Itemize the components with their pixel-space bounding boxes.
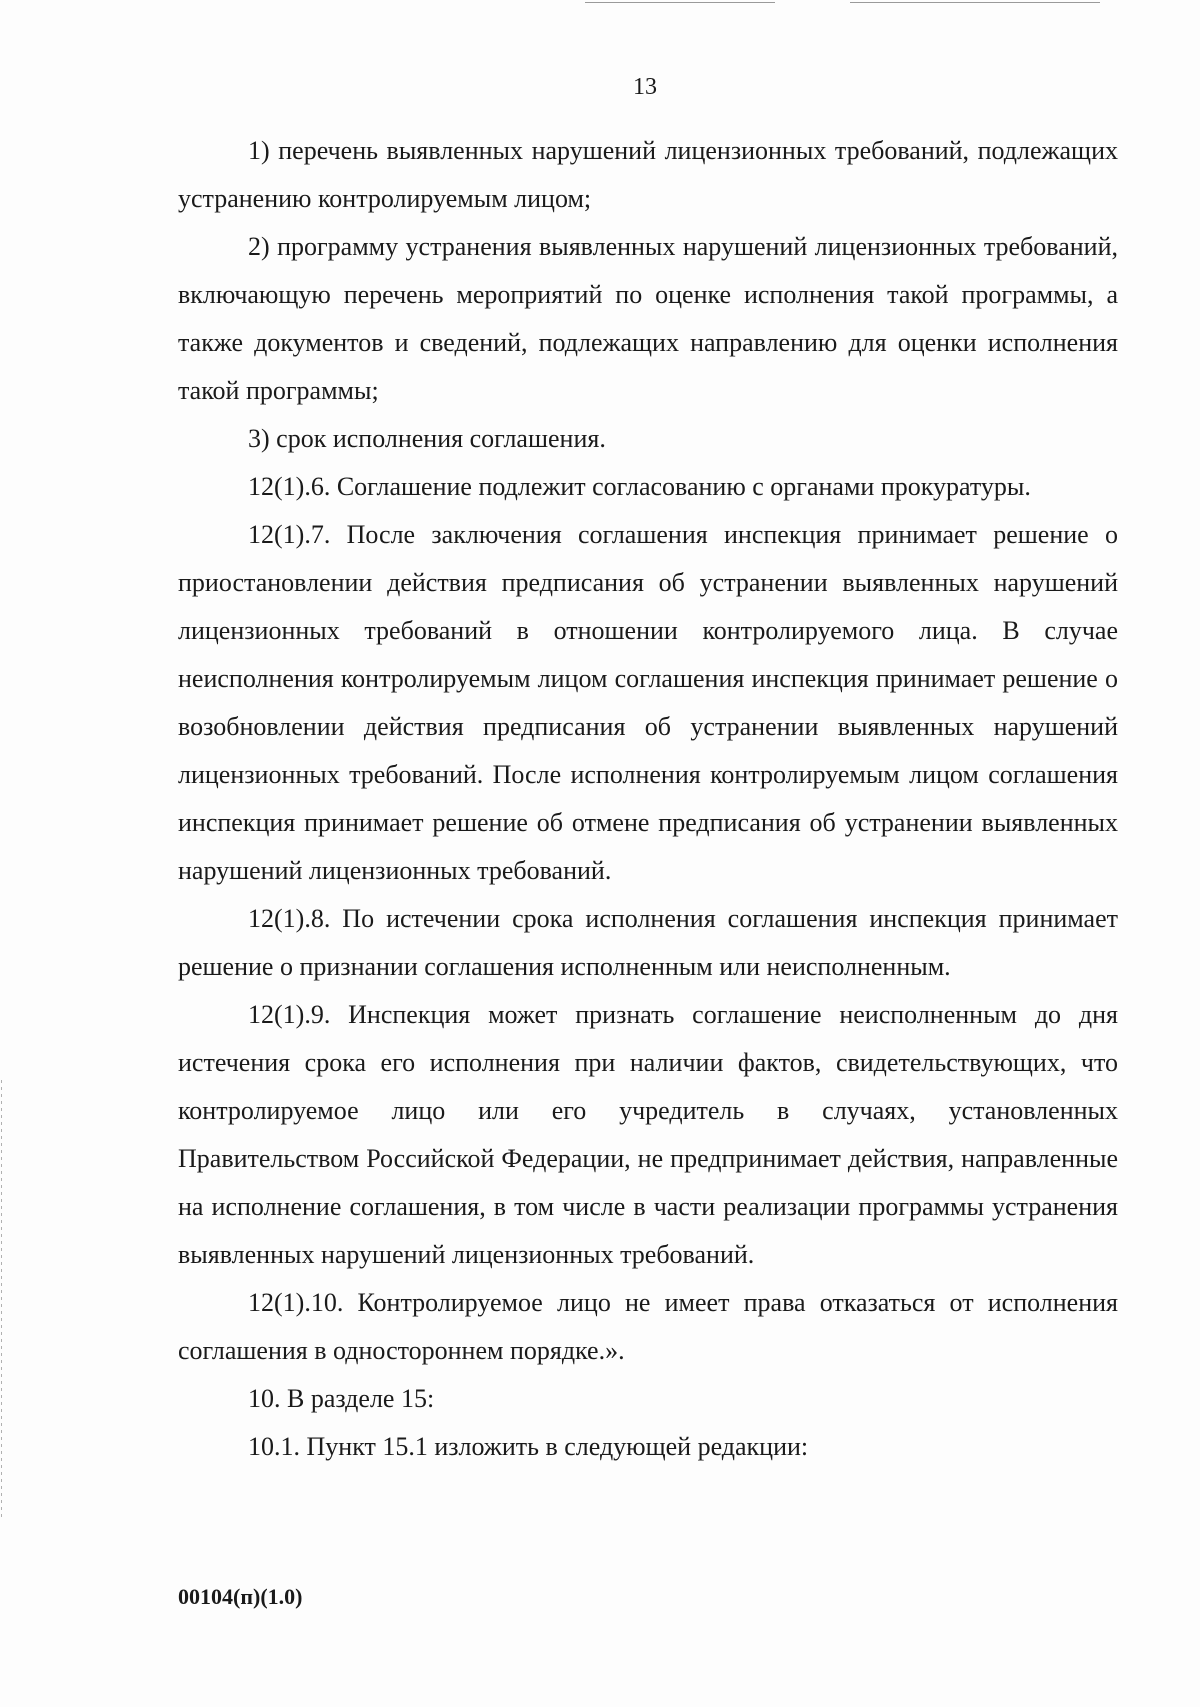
paragraph-list-item-2: 2) программу устранения выявленных нарушений лицензионных требований, включающую перечень мероприятий по оценке исполнения такой программы, а также документов и сведений, подлежащих направлению для оценки исполнения такой программы; <box>178 232 1118 405</box>
scan-artifact-edge <box>1 1080 2 1520</box>
paragraph-clause-12-1-7: 12(1).7. После заключения соглашения инспекция принимает решение о приостановлении действия предписания об устранении выявленных нарушений лицензионных требований в отношении контролируемого лица. В случае неисполнения контролируемым лицом соглашения инспекция принимает решение о возобновлении действия предписания об устранении выявленных нарушений лицензионных требований. После исполнения контролируемым лицом соглашения инспекция принимает решение об отмене предписания об устранении выявленных нарушений лицензионных требований. <box>178 520 1118 885</box>
scan-artifact-line <box>850 2 1100 3</box>
paragraph-clause-12-1-8: 12(1).8. По истечении срока исполнения соглашения инспекция принимает решение о признании соглашения исполненным или неисполненным. <box>178 904 1118 981</box>
paragraph-clause-12-1-10: 12(1).10. Контролируемое лицо не имеет права отказаться от исполнения соглашения в одностороннем порядке.». <box>178 1288 1118 1365</box>
scan-artifact-line <box>585 2 775 3</box>
paragraph-section-10: 10. В разделе 15: <box>248 1384 435 1413</box>
paragraph-clause-12-1-9: 12(1).9. Инспекция может признать соглашение неисполненным до дня истечения срока его исполнения при наличии фактов, свидетельствующих, что контролируемое лицо или его учредитель в случаях, установленных Правительством Российской Федерации, не предпринимает действия, направленные на исполнение соглашения, в том числе в части реализации программы устранения выявленных нарушений лицензионных требований. <box>178 1000 1118 1269</box>
paragraph-list-item-1: 1) перечень выявленных нарушений лицензионных требований, подлежащих устранению контролируемым лицом; <box>178 136 1118 213</box>
paragraph-section-10-1: 10.1. Пункт 15.1 изложить в следующей редакции: <box>248 1432 809 1461</box>
paragraph-clause-12-1-6: 12(1).6. Соглашение подлежит согласованию с органами прокуратуры. <box>248 472 1031 501</box>
paragraph-list-item-3: 3) срок исполнения соглашения. <box>248 424 606 453</box>
page-number: 13 <box>633 74 657 100</box>
document-body <box>178 127 1118 1471</box>
document-code: 00104(п)(1.0) <box>178 1584 303 1609</box>
